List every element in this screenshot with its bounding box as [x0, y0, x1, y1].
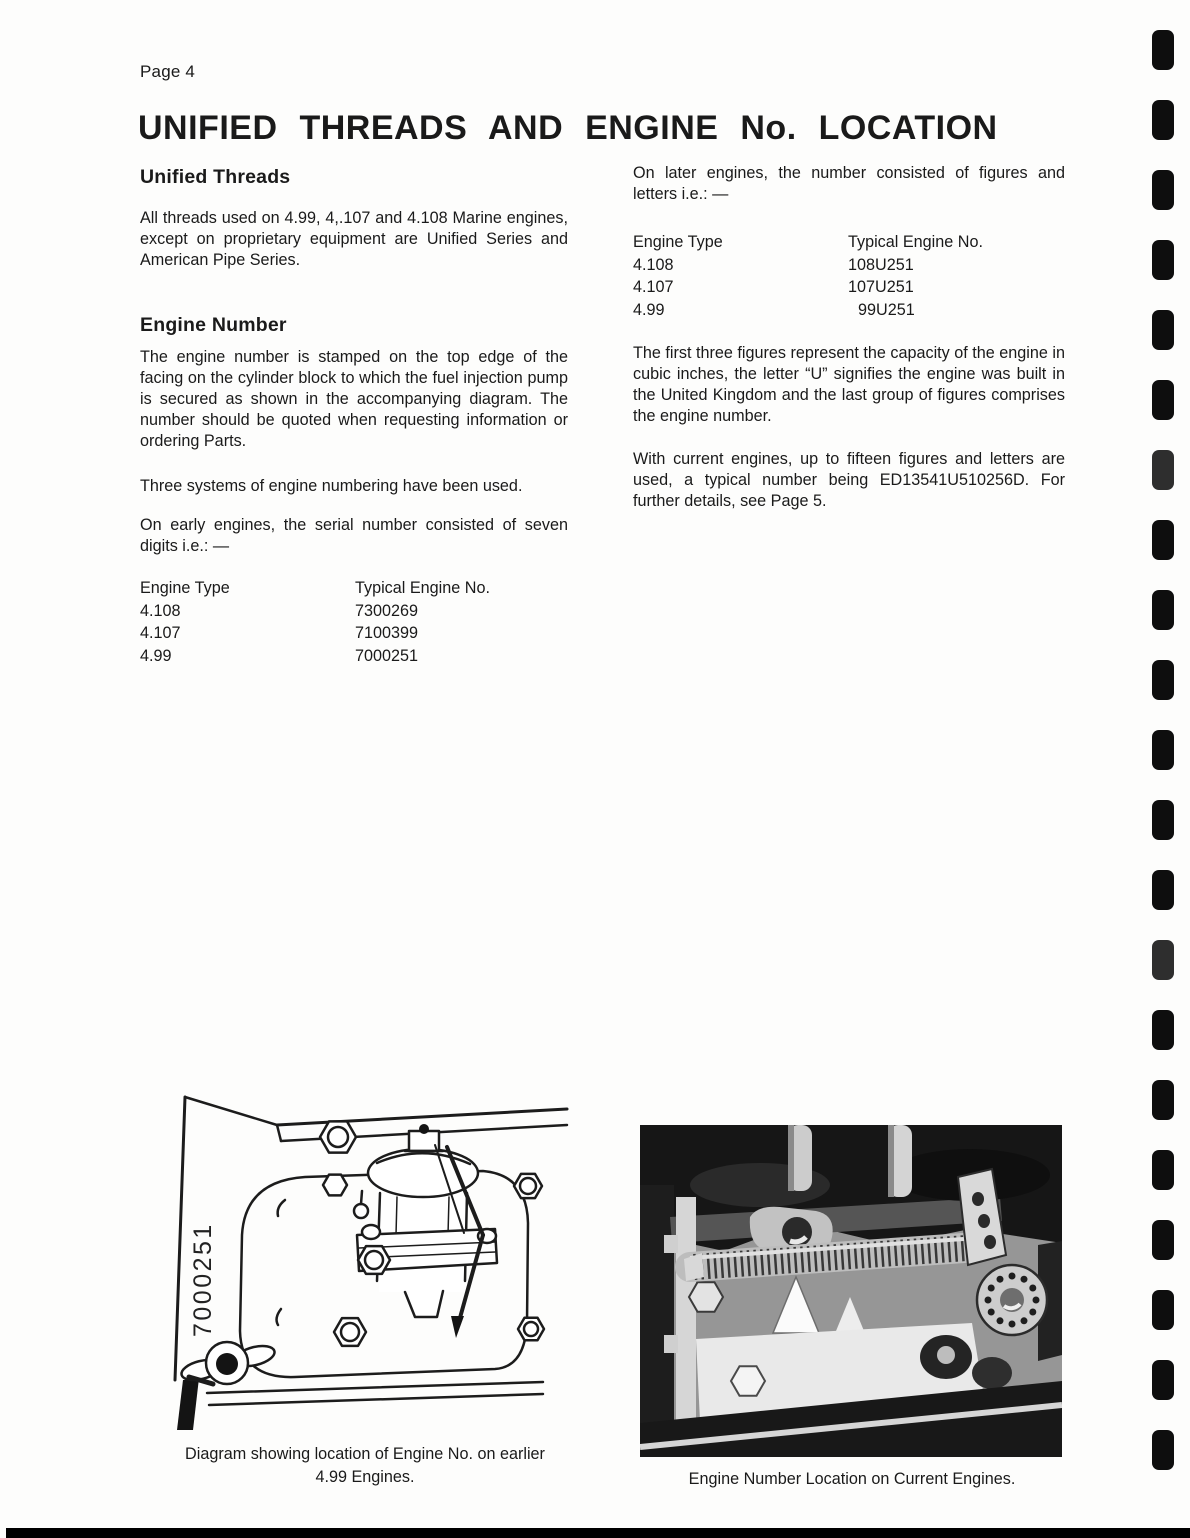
scan-edge-bar — [6, 1528, 1190, 1538]
engine-number-cell: 107U251 — [848, 278, 914, 296]
perforated-disc — [977, 1265, 1047, 1335]
binding-hole — [1152, 240, 1174, 280]
binding-holes — [1152, 30, 1174, 1470]
binding-hole — [1152, 380, 1174, 420]
table-row — [633, 254, 1065, 277]
binding-hole — [1152, 590, 1174, 630]
left-column — [140, 166, 568, 667]
numbering-systems-note: Three systems of engine numbering have been used. — [140, 477, 523, 495]
binding-hole — [1152, 1290, 1174, 1330]
binding-hole — [1152, 1010, 1174, 1050]
stamp-number-text: 7000251 — [189, 1222, 217, 1337]
binding-hole — [1152, 450, 1174, 490]
page-number-label: Page 4 — [140, 62, 196, 81]
engine-type-header: Engine Type — [140, 579, 230, 597]
engine-number-cell: 7100399 — [355, 624, 419, 642]
unified-threads-paragraph: All threads used on 4.99, 4,.107 and 4.108 Marine engines, except on proprietary equipment are Unified Series and American Pipe Series. — [140, 209, 568, 269]
caption-line: Diagram showing location of Engine No. on earlier — [185, 1445, 545, 1463]
binding-hole — [1152, 100, 1174, 140]
table-row — [633, 276, 1065, 299]
right-figure-caption: Engine Number Location on Current Engines. — [688, 1470, 1016, 1488]
current-engine-photo — [640, 1125, 1062, 1457]
later-engines-intro: On later engines, the number consisted of figures and letters i.e.: — — [633, 164, 1065, 203]
binding-hole — [1152, 1360, 1174, 1400]
engine-type-cell: 4.108 — [140, 601, 181, 620]
binding-hole — [1152, 660, 1174, 700]
earlier-engine-diagram — [165, 1085, 575, 1430]
engine-type-header: Engine Type — [633, 233, 723, 251]
binding-hole — [1152, 1080, 1174, 1120]
engine-type-cell: 4.107 — [140, 624, 181, 642]
engine-type-cell: 4.99 — [140, 646, 172, 665]
binding-hole — [1152, 1430, 1174, 1470]
early-engines-intro: On early engines, the serial number consisted of seven digits i.e.: — — [140, 516, 568, 555]
engine-type-cell: 4.107 — [633, 278, 674, 296]
engine-number-heading: Engine Number — [140, 314, 287, 336]
table-row — [140, 645, 568, 668]
binding-hole — [1152, 940, 1174, 980]
engine-number-cell: 108U251 — [848, 255, 914, 274]
figures-meaning-paragraph: The first three figures represent the capacity of the engine in cubic inches, the letter “U” signifies the engine was built in the United Kingdom and the last group of figures comprises the engine number. — [633, 344, 1065, 425]
typical-number-header: Typical Engine No. — [848, 233, 983, 251]
binding-hole — [1152, 170, 1174, 210]
table-row — [140, 622, 568, 645]
engine-number-cell: 7000251 — [355, 646, 419, 665]
unified-threads-heading: Unified Threads — [140, 166, 291, 188]
typical-number-header: Typical Engine No. — [355, 579, 490, 597]
engine-number-cell: 7300269 — [355, 601, 419, 620]
right-column — [633, 163, 1065, 512]
table-header-row — [140, 577, 568, 600]
page-title: UNIFIED THREADS AND ENGINE No. LOCATION — [138, 109, 998, 147]
engine-number-cell: 99U251 — [858, 300, 915, 319]
later-engine-table — [633, 231, 1065, 321]
binding-hole — [1152, 1150, 1174, 1190]
table-header-row — [633, 231, 1065, 254]
wing-nut — [179, 1342, 276, 1384]
binding-hole — [1152, 1220, 1174, 1260]
binding-hole — [1152, 520, 1174, 560]
binding-hole — [1152, 310, 1174, 350]
binding-hole — [1152, 30, 1174, 70]
early-engine-table — [140, 577, 568, 667]
table-row — [140, 600, 568, 623]
current-engines-paragraph: With current engines, up to fifteen figures and letters are used, a typical number being ED13541U510256D. For further details, see Page 5. — [633, 450, 1065, 510]
caption-line: 4.99 Engines. — [315, 1468, 415, 1486]
left-figure-caption — [150, 1443, 580, 1489]
engine-type-cell: 4.99 — [633, 300, 665, 319]
binding-hole — [1152, 800, 1174, 840]
engine-number-paragraph: The engine number is stamped on the top edge of the facing on the cylinder block to which the fuel injection pump is secured as shown in the accompanying diagram. The number should be quoted when requesting information or ordering Parts. — [140, 348, 568, 450]
binding-hole — [1152, 730, 1174, 770]
table-row — [633, 299, 1065, 322]
binding-hole — [1152, 870, 1174, 910]
engine-type-cell: 4.108 — [633, 255, 674, 274]
